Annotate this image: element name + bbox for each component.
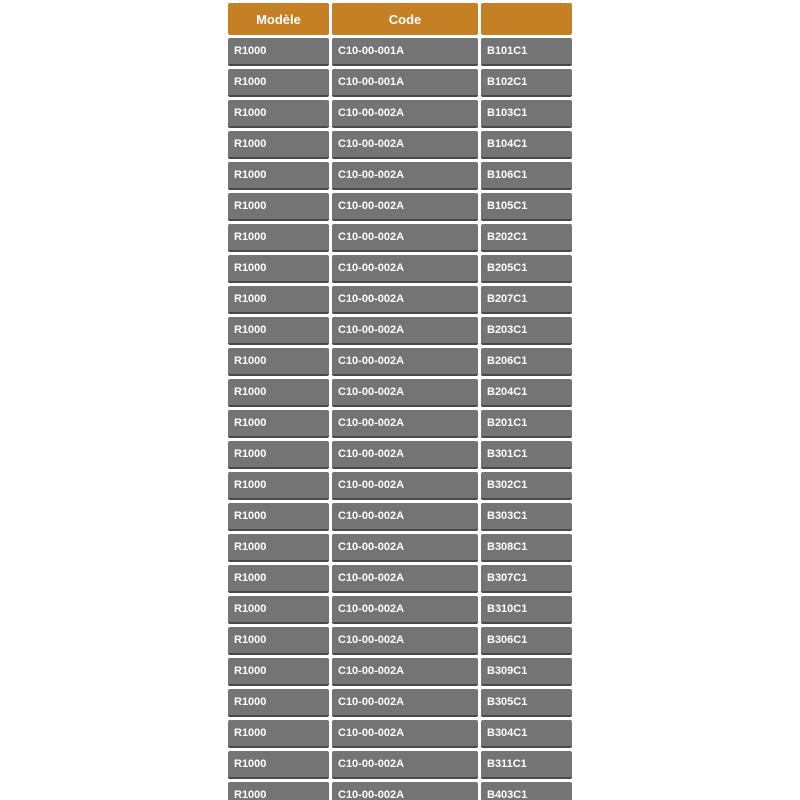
cell-model[interactable]: R1000 [228, 69, 329, 97]
cell-model[interactable]: R1000 [228, 348, 329, 376]
cell-code[interactable]: C10-00-002A [332, 317, 478, 345]
cell-model[interactable]: R1000 [228, 565, 329, 593]
cell-location[interactable]: B204C1 [481, 379, 572, 407]
cell-code[interactable]: C10-00-002A [332, 751, 478, 779]
table-row[interactable] [228, 410, 572, 438]
cell-code[interactable]: C10-00-002A [332, 689, 478, 717]
cell-model[interactable]: R1000 [228, 658, 329, 686]
cell-model[interactable]: R1000 [228, 193, 329, 221]
table-row[interactable] [228, 348, 572, 376]
cell-model[interactable]: R1000 [228, 751, 329, 779]
cell-model[interactable]: R1000 [228, 100, 329, 128]
table-row[interactable] [228, 69, 572, 97]
cell-location[interactable]: B307C1 [481, 565, 572, 593]
table-row[interactable] [228, 534, 572, 562]
cell-model[interactable]: R1000 [228, 379, 329, 407]
cell-location[interactable]: B105C1 [481, 193, 572, 221]
table-row[interactable] [228, 472, 572, 500]
cell-code[interactable]: C10-00-002A [332, 441, 478, 469]
table-row[interactable] [228, 441, 572, 469]
cell-model[interactable]: R1000 [228, 596, 329, 624]
cell-model[interactable]: R1000 [228, 503, 329, 531]
cell-location[interactable]: B301C1 [481, 441, 572, 469]
cell-location[interactable]: B311C1 [481, 751, 572, 779]
cell-model[interactable]: R1000 [228, 627, 329, 655]
cell-location[interactable]: B103C1 [481, 100, 572, 128]
cell-model[interactable]: R1000 [228, 317, 329, 345]
cell-code[interactable]: C10-00-002A [332, 131, 478, 159]
table-body [228, 38, 572, 800]
cell-code[interactable]: C10-00-002A [332, 472, 478, 500]
cell-location[interactable]: B202C1 [481, 224, 572, 252]
cell-location[interactable]: B304C1 [481, 720, 572, 748]
cell-location[interactable]: B302C1 [481, 472, 572, 500]
table-header-row [228, 3, 572, 35]
cell-location[interactable]: B303C1 [481, 503, 572, 531]
cell-code[interactable]: C10-00-002A [332, 162, 478, 190]
cell-location[interactable]: B206C1 [481, 348, 572, 376]
table-row[interactable] [228, 100, 572, 128]
cell-code[interactable]: C10-00-001A [332, 38, 478, 66]
table-row[interactable] [228, 503, 572, 531]
table-row[interactable] [228, 379, 572, 407]
cell-model[interactable]: R1000 [228, 782, 329, 800]
cell-location[interactable]: B104C1 [481, 131, 572, 159]
cell-code[interactable]: C10-00-002A [332, 720, 478, 748]
cell-code[interactable]: C10-00-002A [332, 100, 478, 128]
cell-code[interactable]: C10-00-002A [332, 627, 478, 655]
table-row[interactable] [228, 317, 572, 345]
cell-model[interactable]: R1000 [228, 224, 329, 252]
cell-model[interactable]: R1000 [228, 38, 329, 66]
cell-model[interactable]: R1000 [228, 534, 329, 562]
table-row[interactable] [228, 38, 572, 66]
table-row[interactable] [228, 782, 572, 800]
cell-location[interactable]: B203C1 [481, 317, 572, 345]
table-row[interactable] [228, 689, 572, 717]
cell-model[interactable]: R1000 [228, 255, 329, 283]
cell-code[interactable]: C10-00-002A [332, 379, 478, 407]
cell-location[interactable]: B207C1 [481, 286, 572, 314]
cell-code[interactable]: C10-00-001A [332, 69, 478, 97]
table-row[interactable] [228, 255, 572, 283]
table-row[interactable] [228, 193, 572, 221]
cell-location[interactable]: B102C1 [481, 69, 572, 97]
cell-model[interactable]: R1000 [228, 720, 329, 748]
cell-code[interactable]: C10-00-002A [332, 565, 478, 593]
cell-location[interactable]: B205C1 [481, 255, 572, 283]
cell-code[interactable]: C10-00-002A [332, 596, 478, 624]
table-row[interactable] [228, 565, 572, 593]
cell-location[interactable]: B201C1 [481, 410, 572, 438]
cell-location[interactable]: B306C1 [481, 627, 572, 655]
cell-location[interactable]: B106C1 [481, 162, 572, 190]
table-row[interactable] [228, 627, 572, 655]
cell-location[interactable]: B310C1 [481, 596, 572, 624]
cell-model[interactable]: R1000 [228, 441, 329, 469]
table-row[interactable] [228, 162, 572, 190]
cell-model[interactable]: R1000 [228, 286, 329, 314]
table-row[interactable] [228, 720, 572, 748]
cell-code[interactable]: C10-00-002A [332, 224, 478, 252]
column-header-location[interactable] [481, 3, 572, 35]
cell-code[interactable]: C10-00-002A [332, 255, 478, 283]
cell-model[interactable]: R1000 [228, 689, 329, 717]
table-row[interactable] [228, 658, 572, 686]
cell-location[interactable]: B308C1 [481, 534, 572, 562]
table-row[interactable] [228, 224, 572, 252]
column-header-code[interactable]: Code [332, 3, 478, 35]
cell-code[interactable]: C10-00-002A [332, 503, 478, 531]
column-header-model[interactable]: Modèle [228, 3, 329, 35]
table-row[interactable] [228, 596, 572, 624]
cell-code[interactable]: C10-00-002A [332, 348, 478, 376]
cell-code[interactable]: C10-00-002A [332, 782, 478, 800]
cell-location[interactable]: B101C1 [481, 38, 572, 66]
cell-code[interactable]: C10-00-002A [332, 534, 478, 562]
cell-code[interactable]: C10-00-002A [332, 193, 478, 221]
cell-code[interactable]: C10-00-002A [332, 410, 478, 438]
cell-code[interactable]: C10-00-002A [332, 658, 478, 686]
cell-model[interactable]: R1000 [228, 131, 329, 159]
cell-model[interactable]: R1000 [228, 472, 329, 500]
cell-location[interactable]: B403C1 [481, 782, 572, 800]
table-row[interactable] [228, 286, 572, 314]
cell-location[interactable]: B305C1 [481, 689, 572, 717]
table-row[interactable] [228, 131, 572, 159]
cell-location[interactable]: B309C1 [481, 658, 572, 686]
cell-model[interactable]: R1000 [228, 162, 329, 190]
table-row[interactable] [228, 751, 572, 779]
data-table [228, 3, 572, 800]
cell-model[interactable]: R1000 [228, 410, 329, 438]
cell-code[interactable]: C10-00-002A [332, 286, 478, 314]
